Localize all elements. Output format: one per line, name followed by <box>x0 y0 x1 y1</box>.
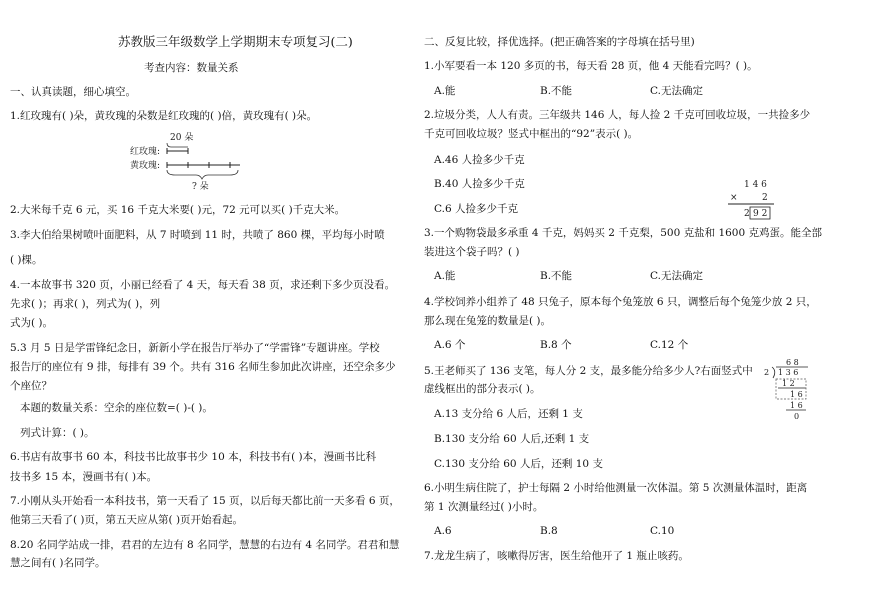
long-division-calc <box>762 356 812 422</box>
q2-option-b: B.40 人捡多少千克 <box>434 178 525 190</box>
question-5-line-3: 个座位？ <box>10 380 52 392</box>
div-remainder: 0 <box>794 412 800 421</box>
q2-option-c: C.6 人捡多少千克 <box>434 203 519 215</box>
question-3-line-1: 3.李大伯给果树喷叶面肥料，从 7 时喷到 11 时，共喷了 860 棵，平均每小时喷 <box>10 229 385 241</box>
question-4-line-1: 4.一本故事书 320 页，小丽已经看了 4 天，每天看 38 页，求还剩下多少页没看。 <box>10 279 396 291</box>
question-4-line-2: 先求( )；再求( )，列式为( )，列 <box>10 298 161 310</box>
q6-option-b: B.8 <box>540 525 558 537</box>
choice-question-7-line-1: 7.龙龙生病了，咳嗽得厉害，医生给他开了 1 瓶止咳药。 <box>424 550 689 562</box>
diagram-bottom-label: ? 朵 <box>192 182 209 192</box>
q1-option-b: B.不能 <box>540 85 573 97</box>
page-title: 苏教版三年级数学上学期期末专项复习(二) <box>118 34 353 49</box>
question-4-line-3: 式为( )。 <box>10 317 54 329</box>
yellow-rose-label: 黄玫瑰: <box>130 161 161 171</box>
red-rose-label: 红玫瑰: <box>130 147 161 157</box>
question-2: 2.大米每千克 6 元，买 16 千克大米要( )元，72 元可以买( )千克大米。 <box>10 204 346 216</box>
question-5-calculation: 列式计算：( )。 <box>20 427 95 439</box>
choice-question-1: 1.小军要看一本 120 多页的书，每天看 28 页，他 4 天能看完吗？( )。 <box>424 60 758 72</box>
q6-option-c: C.10 <box>650 525 675 537</box>
choice-question-3-line-1: 3.一个购物袋最多承重 4 千克，妈妈买 2 千克梨，500 克盐和 1600 克鸡蛋。能全部 <box>424 227 823 239</box>
q4-option-b: B.8 个 <box>540 339 572 351</box>
q6-option-a: A.6 <box>434 525 452 537</box>
calc-multiplier: 2 <box>762 193 768 203</box>
question-6-line-1: 6.书店有故事书 60 本，科技书比故事书少 10 本，科技书有( )本，漫画书比科 <box>10 451 377 463</box>
question-8-line-2: 慧之间有( )名同学。 <box>10 557 106 569</box>
q3-option-c: C.无法确定 <box>650 270 703 282</box>
q1-option-c: C.无法确定 <box>650 85 703 97</box>
choice-question-6-line-2: 第 1 次测量经过( )小时。 <box>424 501 544 513</box>
section-two-heading: 二、反复比较，择优选择。(把正确答案的字母填在括号里) <box>424 36 695 48</box>
choice-question-6-line-1: 6.小明生病住院了，护士每隔 2 小时给他测量一次体温。第 5 次测量体温时，距离 <box>424 482 808 494</box>
choice-question-2-line-2: 千克可回收垃圾？竖式中框出的“92”表示( )。 <box>424 128 639 140</box>
calc-operator: × <box>730 193 738 203</box>
rose-line-diagram <box>130 130 240 192</box>
q3-option-b: B.不能 <box>540 270 573 282</box>
div-divisor: 2 <box>764 368 770 377</box>
q5-option-b: B.130 支分给 60 人后,还剩 1 支 <box>434 433 590 445</box>
section-one-heading: 一、认真读题，细心填空。 <box>10 86 136 98</box>
div-quotient: 6 8 <box>786 358 799 367</box>
question-7-line-1: 7.小刚从头开始看一本科技书，第一天看了 15 页，以后每天都比前一天多看 6 页， <box>10 495 400 507</box>
q1-option-a: A.能 <box>434 85 456 97</box>
choice-question-2-line-1: 2.垃圾分类，人人有责。三年级共 146 人，每人捡 2 千克可回收垃圾，一共捡多少 <box>424 109 811 121</box>
div-dividend: 1 3 6 <box>778 368 799 377</box>
calc-result-prefix: 2 <box>744 209 750 219</box>
div-row-2: 1 6 <box>790 390 803 399</box>
q2-option-a: A.46 人捡多少千克 <box>434 154 525 166</box>
choice-question-4-line-1: 4.学校饲养小组养了 48 只兔子，原本每个兔笼放 6 只，调整后每个兔笼少放 2 只， <box>424 296 817 308</box>
q3-option-a: A.能 <box>434 270 456 282</box>
multiplication-column-calc <box>720 176 780 220</box>
q4-option-c: C.12 个 <box>650 339 689 351</box>
question-8-line-1: 8.20 名同学站成一排，君君的左边有 8 名同学，慧慧的右边有 4 名同学。君君和慧 <box>10 539 400 551</box>
question-5-relation: 本题的数量关系：空余的座位数=( )-( )。 <box>20 402 213 414</box>
choice-question-3-line-2: 装进这个袋子吗？( ) <box>424 246 520 258</box>
div-row-3: 1 6 <box>790 401 803 410</box>
question-6-line-2: 技书多 15 本，漫画书有( )本。 <box>10 471 158 483</box>
div-row-1: 1 2 <box>782 379 795 388</box>
q4-option-a: A.6 个 <box>434 339 466 351</box>
page-subtitle: 考查内容：数量关系 <box>144 62 239 74</box>
question-5-line-2: 报告厅的座位有 9 排，每排有 39 个。共有 316 名师生参加此次讲座，还空余多少 <box>10 361 396 373</box>
q5-option-c: C.130 支分给 60 人后，还剩 10 支 <box>434 458 603 470</box>
question-1: 1.红玫瑰有( )朵，黄玫瑰的朵数是红玫瑰的( )倍，黄玫瑰有( )朵。 <box>10 110 318 122</box>
diagram-top-label: 20 朵 <box>170 133 194 143</box>
question-3-line-2: ( )棵。 <box>10 254 43 266</box>
q5-option-a: A.13 支分给 6 人后，还剩 1 支 <box>434 408 583 420</box>
choice-question-5-line-1: 5.王老师买了 136 支笔，每人分 2 支，最多能分给多少人?右面竖式中 <box>424 365 753 377</box>
choice-question-5-line-2: 虚线框出的部分表示( )。 <box>424 383 541 395</box>
choice-question-4-line-2: 那么现在兔笼的数量是( )。 <box>424 315 552 327</box>
calc-boxed-digits: 9 2 <box>753 209 768 219</box>
question-7-line-2: 他第三天看了( )页，第五天应从第( )页开始看起。 <box>10 514 244 526</box>
calc-top-number: 1 4 6 <box>744 180 767 190</box>
question-5-line-1: 5.3 月 5 日是学雷锋纪念日，新新小学在报告厅举办了“学雷锋”专题讲座。学校 <box>10 342 380 354</box>
